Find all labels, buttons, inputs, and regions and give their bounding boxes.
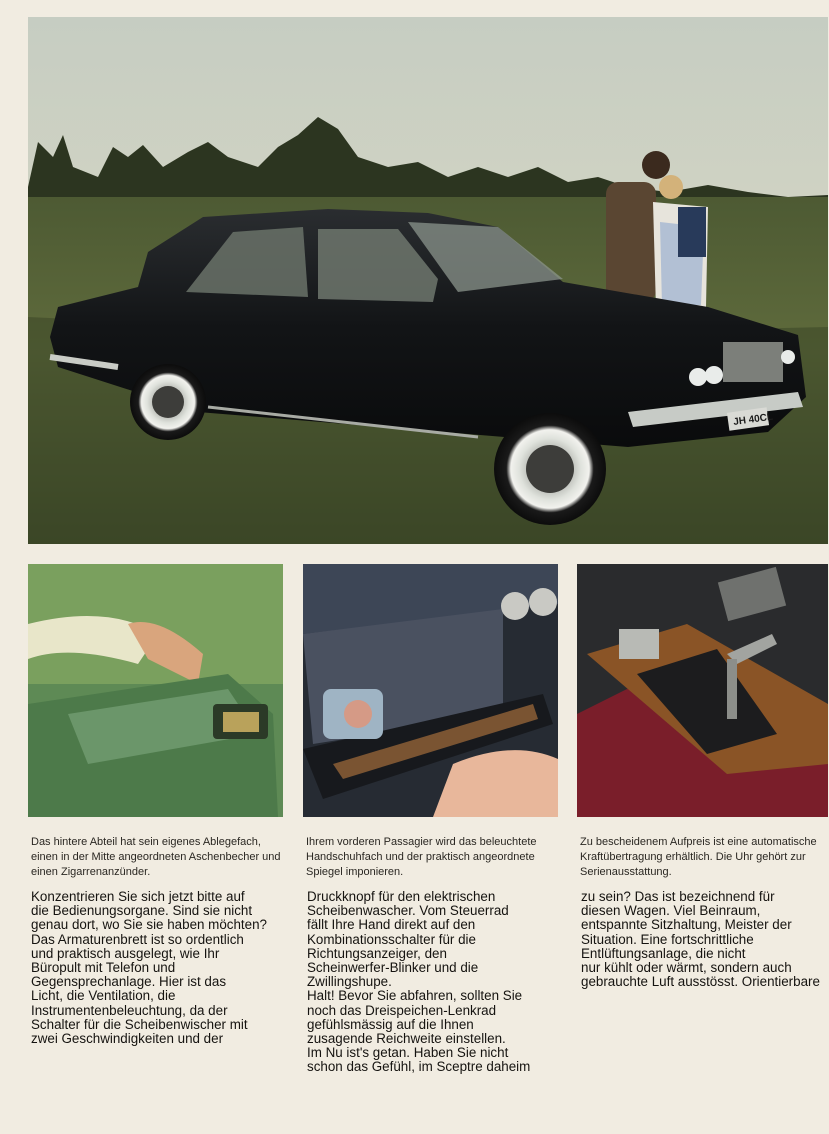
body-line: Konzentrieren Sie sich jetzt bitte auf: [31, 889, 245, 904]
body-line: fällt Ihre Hand direkt auf den: [307, 917, 476, 933]
body-line: Instrumentenbeleuchtung, da der: [31, 1002, 228, 1018]
body-line: Halt! Bevor Sie abfahren, sollten Sie: [307, 988, 523, 1004]
rear-armrest-illustration: [28, 564, 283, 817]
body-line: gebrauchte Luft ausstösst. Orientierbare: [581, 974, 820, 990]
body-text-column-3: [581, 890, 827, 989]
caption-glovebox: Ihrem vorderen Passagier wird das beleuchtete Handschuhfach und der praktisch angeordnete Spiegel imponieren.: [306, 836, 537, 878]
hero-illustration: [28, 17, 828, 544]
photo-rear-armrest: [28, 564, 283, 817]
body-line: entspannte Sitzhaltung, Meister der: [581, 917, 792, 933]
body-line: Im Nu ist's getan. Haben Sie nicht: [307, 1045, 509, 1061]
body-line: Büropult mit Telefon und: [31, 960, 176, 976]
license-plate: JH 40CL: [732, 411, 774, 429]
body-line: diesen Wagen. Viel Beinraum,: [581, 903, 761, 919]
hero-photo-sedan: [28, 17, 828, 544]
body-line: Druckknopf für den elektrischen: [307, 889, 496, 904]
body-line: zusagende Reichweite einstellen.: [307, 1031, 506, 1047]
body-line: Scheibenwascher. Vom Steuerrad: [307, 903, 509, 919]
body-line: genau dort, wo Sie sie haben möchten?: [31, 917, 267, 933]
body-line: Licht, die Ventilation, die: [31, 988, 176, 1004]
photo-gear-selector: [577, 564, 828, 817]
gear-selector-illustration: [577, 564, 828, 817]
body-text-column-2: [307, 890, 562, 1075]
body-line: Das Armaturenbrett ist so ordentlich: [31, 931, 244, 947]
body-line: zu sein? Das ist bezeichnend für: [581, 889, 775, 904]
body-line: Schalter für die Scheibenwischer mit: [31, 1016, 248, 1032]
glovebox-illustration: [303, 564, 558, 817]
caption-automatic-transmission: Zu bescheidenem Aufpreis ist eine automatische Kraftübertragung erhältlich. Die Uhr gehört zur Serienausstattung.: [580, 836, 817, 878]
body-line: nur kühlt oder wärmt, sondern auch: [581, 960, 792, 976]
body-line: Gegensprechanlage. Hier ist das: [31, 974, 227, 990]
body-line: Entlüftungsanlage, die nicht: [581, 945, 746, 961]
body-line: und praktisch ausgelegt, wie Ihr: [31, 945, 220, 961]
photo-glovebox: [303, 564, 558, 817]
body-line: schon das Gefühl, im Sceptre daheim: [307, 1059, 531, 1075]
body-line: Zwillingshupe.: [307, 974, 392, 990]
body-line: noch das Dreispeichen-Lenkrad: [307, 1002, 497, 1018]
body-line: Scheinwerfer-Blinker und die: [307, 960, 479, 976]
body-line: zwei Geschwindigkeiten und der: [31, 1031, 224, 1047]
body-line: Situation. Eine fortschrittliche: [581, 931, 754, 947]
body-line: Richtungsanzeiger, den: [307, 945, 447, 961]
caption-rear-compartment: Das hintere Abteil hat sein eigenes Ablegefach, einen in der Mitte angeordneten Aschenbecher und einen Zigarrenanzünder.: [31, 836, 281, 878]
body-text-column-1: [31, 890, 291, 1046]
body-line: gefühlsmässig auf die Ihnen: [307, 1016, 474, 1032]
body-line: Kombinationsschalter für die: [307, 931, 476, 947]
body-line: die Bedienungsorgane. Sind sie nicht: [31, 903, 253, 919]
